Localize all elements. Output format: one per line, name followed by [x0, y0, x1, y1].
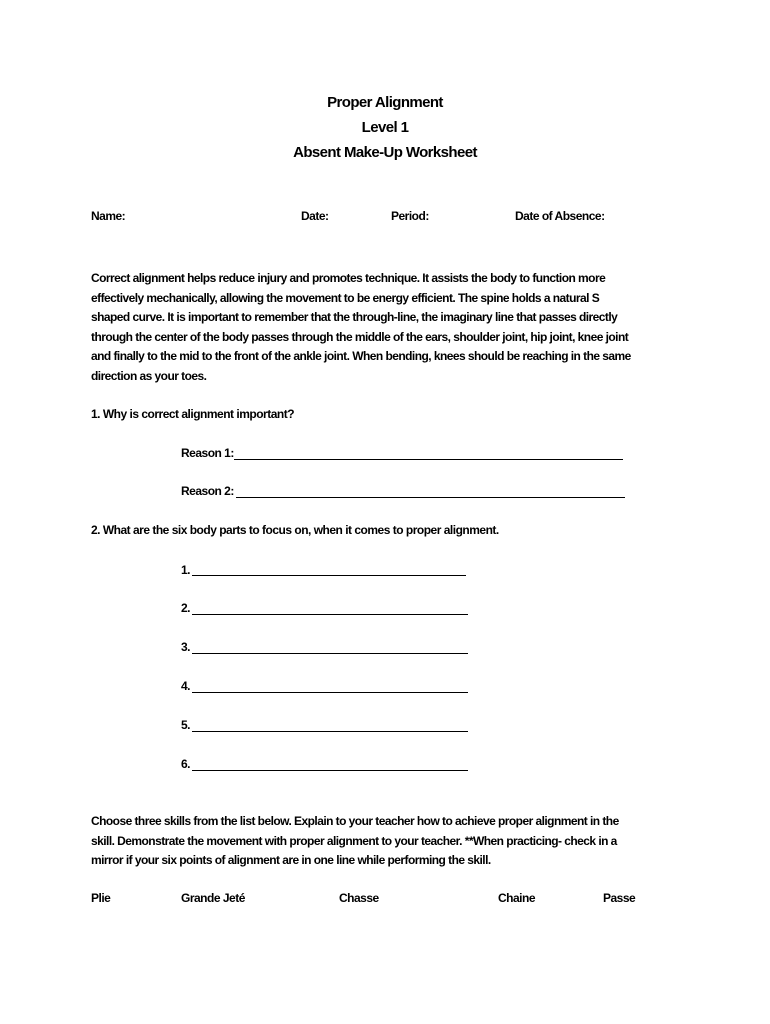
intro-line: through the center of the body passes through the middle of the ears, shoulder joint, hip joint, knee joint	[91, 329, 629, 344]
body-part-item-1-line[interactable]	[192, 575, 466, 576]
skill-grande-jete: Grande Jeté	[181, 891, 245, 905]
skill-passe: Passe	[603, 891, 636, 905]
skills-instruction-line: skill. Demonstrate the movement with proper alignment to your teacher. **When practicing- check in a	[91, 833, 617, 848]
body-part-item-5-label: 5.	[181, 718, 191, 732]
reason-2-answer-line[interactable]	[236, 497, 625, 498]
period-label: Period:	[391, 209, 429, 223]
intro-line: effectively mechanically, allowing the movement to be energy efficient. The spine holds a natural S	[91, 290, 600, 305]
body-part-item-1-label: 1.	[181, 563, 191, 577]
reason-2-label: Reason 2:	[181, 484, 234, 498]
date-label: Date:	[301, 209, 329, 223]
question-2-prompt: 2. What are the six body parts to focus on, when it comes to proper alignment.	[91, 523, 499, 537]
reason-1-answer-line[interactable]	[234, 459, 623, 460]
name-label: Name:	[91, 209, 126, 223]
skill-plie: Plie	[91, 891, 111, 905]
skills-instruction-line: mirror if your six points of alignment are in one line while performing the skill.	[91, 853, 491, 867]
skills-instructions	[91, 812, 691, 871]
body-part-item-2-label: 2.	[181, 601, 191, 615]
intro-line: direction as your toes.	[91, 368, 207, 383]
body-part-item-4-line[interactable]	[192, 692, 468, 693]
intro-line: and finally to the mid to the front of the ankle joint. When bending, knees should be reaching in the same	[91, 349, 631, 363]
intro-line: Correct alignment helps reduce injury and promotes technique. It assists the body to function more	[91, 271, 606, 285]
intro-paragraph	[91, 269, 691, 386]
skill-chaine: Chaine	[498, 891, 536, 905]
skills-instruction-line: Choose three skills from the list below. Explain to your teacher how to achieve proper alignment in the	[91, 814, 619, 828]
body-part-item-2-line[interactable]	[192, 614, 468, 615]
body-part-item-6-line[interactable]	[192, 770, 468, 771]
body-part-item-5-line[interactable]	[192, 731, 468, 732]
body-part-item-3-line[interactable]	[192, 653, 468, 654]
worksheet-level: Level 1	[361, 119, 409, 136]
skill-chasse: Chasse	[339, 891, 379, 905]
intro-line: shaped curve. It is important to remember that the through-line, the imaginary line that passes directly	[91, 310, 618, 324]
body-part-item-3-label: 3.	[181, 640, 191, 654]
worksheet-subtitle: Absent Make-Up Worksheet	[293, 144, 477, 161]
reason-1-label: Reason 1:	[181, 446, 234, 460]
question-1-prompt: 1. Why is correct alignment important?	[91, 407, 295, 421]
date-of-absence-label: Date of Absence:	[515, 209, 605, 223]
body-part-item-4-label: 4.	[181, 679, 191, 693]
worksheet-title: Proper Alignment	[327, 94, 443, 111]
body-part-item-6-label: 6.	[181, 757, 191, 771]
